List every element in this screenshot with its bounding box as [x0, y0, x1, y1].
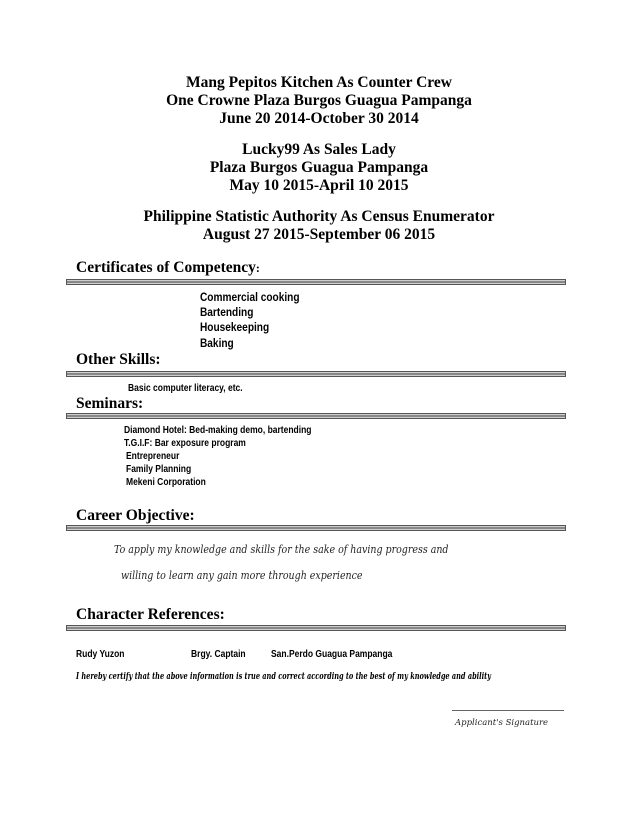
career-objective-line: willing to learn any gain more through experience [121, 569, 363, 582]
section-divider [66, 525, 566, 531]
experience-title: Mang Pepitos Kitchen As Counter Crew [186, 74, 452, 91]
reference-address: San.Perdo Guagua Pampanga [271, 649, 393, 660]
section-divider [66, 279, 566, 285]
experience-entry-3 [0, 208, 638, 244]
experience-title: Lucky99 As Sales Lady [242, 141, 396, 158]
reference-name: Rudy Yuzon [76, 649, 125, 660]
experience-dates: August 27 2015-September 06 2015 [202, 226, 436, 243]
signature-line [452, 710, 564, 711]
experience-location: One Crowne Plaza Burgos Guagua Pampanga [166, 92, 472, 109]
experience-dates: May 10 2015-April 10 2015 [229, 177, 409, 194]
section-divider [66, 413, 566, 419]
certificate-item: Bartending [200, 307, 254, 319]
certificate-item: Housekeeping [200, 322, 270, 334]
seminars-heading: Seminars: [76, 395, 144, 412]
signature-label: Applicant's Signature [455, 718, 549, 728]
certification-statement: I hereby certify that the above information is true and correct according to the best of my knowledge and ability [76, 672, 492, 682]
skill-item: Basic computer literacy, etc. [128, 383, 243, 394]
experience-location: Plaza Burgos Guagua Pampanga [209, 159, 429, 176]
experience-title: Philippine Statistic Authority As Census Enumerator [143, 208, 495, 225]
experience-dates: June 20 2014-October 30 2014 [219, 110, 419, 127]
certificate-item: Baking [200, 338, 234, 350]
seminar-item: Mekeni Corporation [126, 477, 206, 488]
seminar-item: Diamond Hotel: Bed-making demo, bartending [124, 425, 312, 436]
reference-position: Brgy. Captain [191, 649, 246, 660]
career-objective-line: To apply my knowledge and skills for the sake of having progress and [114, 543, 449, 556]
experience-entry-2 [0, 141, 638, 195]
section-divider [66, 371, 566, 377]
certificates-heading-text: Certificates of Competency [76, 259, 256, 276]
seminar-item: Family Planning [126, 464, 192, 475]
seminar-item: Entrepreneur [126, 451, 180, 462]
seminar-item: T.G.I.F: Bar exposure program [124, 438, 246, 449]
certificate-item: Commercial cooking [200, 292, 300, 304]
career-objective-heading: Career Objective: [76, 507, 195, 524]
character-references-heading: Character References: [76, 606, 225, 623]
certificates-heading-colon: : [255, 261, 260, 275]
certificates-heading [76, 259, 260, 277]
experience-entry-1 [0, 74, 638, 128]
section-divider [66, 625, 566, 631]
other-skills-heading: Other Skills: [76, 351, 161, 368]
